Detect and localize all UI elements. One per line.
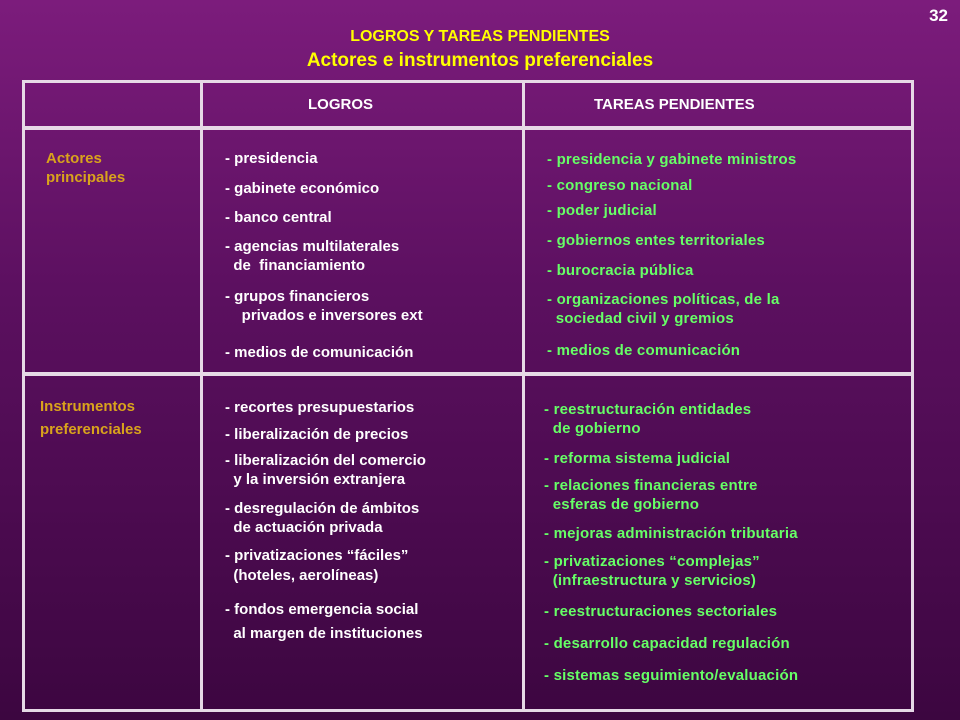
row-label-line: Instrumentos bbox=[40, 398, 136, 415]
list-item: - desregulación de ámbitos bbox=[225, 500, 420, 517]
list-item: - presidencia y gabinete ministros bbox=[547, 151, 797, 168]
list-item: - mejoras administración tributaria bbox=[544, 525, 798, 542]
list-item: - gabinete económico bbox=[225, 180, 380, 197]
list-item: - presidencia bbox=[225, 150, 318, 167]
list-item: - privatizaciones “fáciles” bbox=[225, 547, 409, 564]
row-label-actores bbox=[46, 149, 125, 187]
list-item: - sistemas seguimiento/evaluación bbox=[544, 667, 799, 684]
row-label-line: preferenciales bbox=[40, 421, 142, 438]
list-item: - banco central bbox=[225, 209, 332, 226]
row-label-line: principales bbox=[46, 169, 126, 186]
list-item: - desarrollo capacidad regulación bbox=[544, 635, 790, 652]
list-item: - burocracia pública bbox=[547, 262, 694, 279]
list-item: - organizaciones políticas, de la bbox=[547, 291, 780, 308]
list-item: - liberalización de precios bbox=[225, 426, 409, 443]
list-item: (hoteles, aerolíneas) bbox=[225, 567, 379, 584]
list-item: - liberalización del comercio bbox=[225, 452, 426, 469]
list-item: - privatizaciones “complejas” bbox=[544, 553, 760, 570]
slide-number: 32 bbox=[929, 6, 948, 25]
list-item: - recortes presupuestarios bbox=[225, 399, 415, 416]
list-item: de gobierno bbox=[544, 420, 641, 437]
column-divider-2 bbox=[522, 80, 525, 712]
list-item: - agencias multilaterales bbox=[225, 238, 400, 255]
table-frame bbox=[22, 80, 914, 712]
list-item: - congreso nacional bbox=[547, 177, 693, 194]
column-header-tareas: TAREAS PENDIENTES bbox=[594, 96, 755, 113]
list-item: - poder judicial bbox=[547, 202, 657, 219]
row-label-instrumentos bbox=[40, 397, 142, 439]
list-item: - grupos financieros bbox=[225, 288, 370, 305]
list-item: de actuación privada bbox=[225, 519, 383, 536]
list-item: sociedad civil y gremios bbox=[547, 310, 734, 327]
list-item: (infraestructura y servicios) bbox=[544, 572, 757, 589]
list-item: esferas de gobierno bbox=[544, 496, 700, 513]
list-item: - reestructuración entidades bbox=[544, 401, 752, 418]
list-item: - reestructuraciones sectoriales bbox=[544, 603, 778, 620]
row-label-line: Actores bbox=[46, 150, 102, 167]
list-item: - reforma sistema judicial bbox=[544, 450, 731, 467]
list-item: de financiamiento bbox=[225, 257, 366, 274]
column-header-logros: LOGROS bbox=[308, 96, 374, 113]
list-item: - medios de comunicación bbox=[547, 342, 741, 359]
slide-title: LOGROS Y TAREAS PENDIENTES bbox=[350, 28, 610, 45]
list-item: y la inversión extranjera bbox=[225, 471, 406, 488]
column-divider-1 bbox=[200, 80, 203, 712]
list-item: - gobiernos entes territoriales bbox=[547, 232, 765, 249]
slide-subtitle: Actores e instrumentos preferenciales bbox=[306, 50, 654, 71]
list-item: al margen de instituciones bbox=[225, 625, 423, 642]
list-item: - medios de comunicación bbox=[225, 344, 414, 361]
header-divider bbox=[22, 126, 914, 130]
list-item: - fondos emergencia social bbox=[225, 601, 419, 618]
row-divider bbox=[22, 372, 914, 376]
list-item: privados e inversores ext bbox=[225, 307, 423, 324]
list-item: - relaciones financieras entre bbox=[544, 477, 758, 494]
